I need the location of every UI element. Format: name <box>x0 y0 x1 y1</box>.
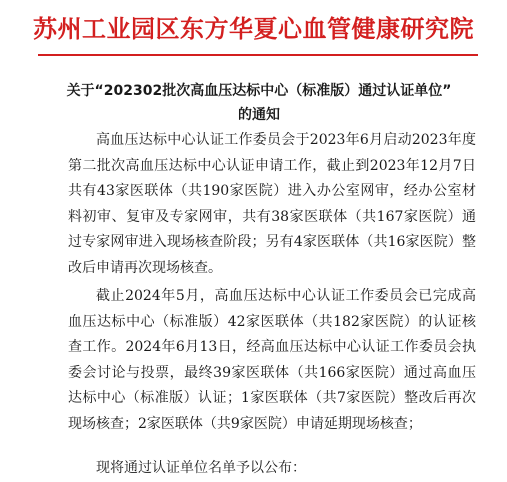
body-paragraph: 高血压达标中心认证工作委员会于2023年6月启动2023年度第二批次高血压达标中心认证申请工作，截止到2023年12月7日共有43家医联体（共190家医院）进入办公室网审，经办公室材料初审、复审及专家网审，共有38家医联体（共167家医院）通过专家网审进入现场核查阶段；另有4家医联体（共16家医院）整改后申请再次现场核查。 <box>68 132 476 276</box>
letterhead-divider <box>38 54 478 56</box>
letterhead-org-name: 苏州工业园区东方华夏心血管健康研究院 <box>33 15 474 43</box>
notice-title: 关于“202302批次高血压达标中心（标准版）通过认证单位” <box>66 83 452 99</box>
notice-title-continued: 的通知 <box>238 107 280 123</box>
body-paragraph: 截止2024年5月，高血压达标中心认证工作委员会已完成高血压达标中心（标准版）42家医联体（共182家医院）的认证核查工作。2024年6月13日，经高血压达标中心认证工作委员会执委会讨论与投票，最终39家医联体（共166家医院）通过高血压达标中心（标准版）认证；1家医联体（共7家医院）整改后再次现场核查；2家医联体（共9家医院）申请延期现场核查； <box>68 288 476 432</box>
body-paragraph: 现将通过认证单位名单予以公布： <box>96 460 306 476</box>
